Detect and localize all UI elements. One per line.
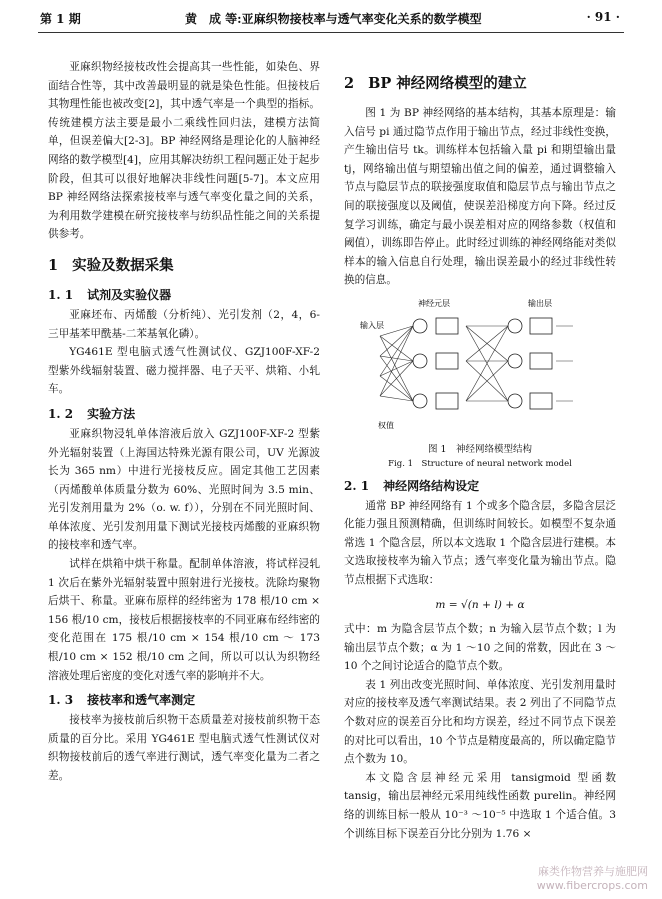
issue-number: 第 1 期 xyxy=(40,12,81,26)
section-2-1-heading: 2. 1 神经网络结构设定 xyxy=(344,478,480,493)
running-title: 黄 成 等:亚麻织物接枝率与透气率变化关系的数学模型 xyxy=(185,12,482,26)
section-2-heading: 2 BP 神经网络模型的建立 xyxy=(344,75,527,92)
structure-paragraph-4: 本文隐含层神经元采用 tansigmoid 型函数 tansig，输出层神经元采用纯线性函数 purelin。神经网络的训练目标一般从 10⁻³ ～10⁻⁵ 中选取 1 个适合值。3 个训练目标下误差百分比分别为 1.76 × xyxy=(344,771,616,840)
section-1-1-heading: 1. 1 试剂及实验仪器 xyxy=(48,287,172,302)
figure-label-neuron-layer: 神经元层 xyxy=(418,298,450,308)
method-paragraph-2: 试样在烘箱中烘干称量。配制单体溶液，将试样浸轧 1 次后在紫外光辐射装置中照射进行光接枝。洗除均聚物后烘干、称量。亚麻布原样的经纬密为 178 根/10 cm × 156 根/10 cm，接枝后根据接枝率的不同亚麻布经纬密的变化范围在 175 根/10 cm × 154 根/10 cm ～ 173 根/10 cm × 152 根/10 cm 之间，所以可以认为织物经溶液处理后密度的变化对透气率的影响并不大。 xyxy=(48,558,320,682)
page-number: · 91 · xyxy=(586,10,620,24)
structure-paragraph-1: 通常 BP 神经网络有 1 个或多个隐含层，多隐含层泛化能力强且预测精确，但训练时间较长。如模型不复杂通常选 1 个隐含层，所以本文选取 1 个隐含层进行建模。本文选取接枝率为输入节点；透气率变化量为输出节点。隐节点根据下式选取： xyxy=(344,499,616,586)
measurement-paragraph: 接枝率为接枝前后织物干态质量差对接枝前织物干态质量的百分比。采用 YG461E 型电脑式透气性测试仪对织物接枝前后的透气率进行测试，透气率变化量为二者之差。 xyxy=(48,714,320,782)
figure-label-output-layer: 输出层 xyxy=(528,298,552,308)
intro-paragraph: 亚麻织物经接枝改性会提高其一些性能，如染色、界面结合性等，其中改善最明显的就是染色性能。但接枝后其物理性能也被改变[2]，其中透气率是一个典型的指标。传统建模方法主要是最小二乘线性回归法，建模方法简单，但误差偏大[2-3]。BP 神经网络是理论化的人脑神经网络的数学模型[4]，应用其解决纺织工程问题正处于起步阶段，但其可以很好地解决非线性问题[5-7]。本文应用 BP 神经网络法探索接枝率与透气率变化量之间的关系，为利用数学建模在研究接枝率与纺织品性能之间的关系提供参考。 xyxy=(48,61,320,241)
header-rule xyxy=(38,32,624,33)
right-column xyxy=(344,58,616,843)
figure-label-input-layer: 输入层 xyxy=(360,320,384,330)
hidden-neurons xyxy=(413,318,458,409)
left-column xyxy=(48,58,320,786)
watermark xyxy=(537,865,648,893)
output-neurons xyxy=(508,318,552,409)
figure-caption-cn: 图 1 神经网络模型结构 xyxy=(427,443,533,455)
watermark-line-2: www.fibercrops.com xyxy=(536,879,648,892)
running-header xyxy=(40,10,620,30)
neural-network-figure xyxy=(358,296,598,436)
bp-principle-paragraph: 图 1 为 BP 神经网络的基本结构，其基本原理是：输入信号 pi 通过隐节点作用于输出节点，经过非线性变换，产生输出信号 tk。训练样本包括输入量 pi 和期望输出量 tj，网络输出值与期望输出值之间的偏差，通过调整输入节点与隐层节点的联接强度取值和隐层节点与输出节点之间的联接强度以及阈值，使误差沿梯度方向下降。经过反复学习训练，确定与最小误差相对应的网络参数（权值和阈值），训练即告停止。此时经过训练的神经网络能对类似样本的输入信息自行处理，输出误差最小的经过非线性转换的信息。 xyxy=(344,107,616,287)
hidden-node-formula: m = √(n + l) + α xyxy=(435,598,525,611)
section-1-2-heading: 1. 2 实验方法 xyxy=(48,406,136,421)
watermark-line-1: 麻类作物营养与施肥网 xyxy=(538,865,648,878)
section-1-3-heading: 1. 3 接枝率和透气率测定 xyxy=(48,693,196,708)
method-paragraph-1: 亚麻织物浸轧单体溶液后放入 GZJ100F-XF-2 型紫外光辐射装置（上海国达特殊光源有限公司，UV 光源波长为 365 nm）中进行光接枝反应。固定其他工艺因素（丙烯酸单体质量分数为 60%、光照时间为 3.5 min、光引发剂用量为 2%（o. w. f）），分别在不同光照时间、单体浓度、光引发剂用量下测试光接枝丙烯酸的亚麻织物的接枝率和透气率。 xyxy=(48,427,320,552)
figure-caption-en: Fig. 1 Structure of neural network model xyxy=(388,458,572,469)
structure-paragraph-3: 表 1 列出改变光照时间、单体浓度、光引发剂用量时对应的接枝率及透气率测试结果。表 2 列出了不同隐节点个数对应的误差百分比和均方误差，经过不同节点下误差的对比可以看出，10 个节点是精度最高的，所以确定隐节点个数为 10。 xyxy=(344,678,616,766)
figure-label-weights: 权值 xyxy=(378,420,394,430)
section-1-heading: 1 实验及数据采集 xyxy=(48,256,174,274)
reagents-paragraph: 亚麻坯布、丙烯酸（分析纯）、光引发剂（2，4，6-三甲基苯甲酰基-二苯基氧化磷）。 xyxy=(48,308,320,340)
instruments-paragraph: YG461E 型电脑式透气性测试仪、GZJ100F-XF-2 型紫外线辐射装置、磁力搅拌器、电子天平、烘箱、小轧车。 xyxy=(48,346,320,396)
structure-paragraph-2: 式中：m 为隐含层节点个数；n 为输入层节点个数；l 为输出层节点个数；α 为 1 ～10 之间的常数，因此在 3 ～10 个之间讨论适合的隐节点个数。 xyxy=(344,623,616,673)
